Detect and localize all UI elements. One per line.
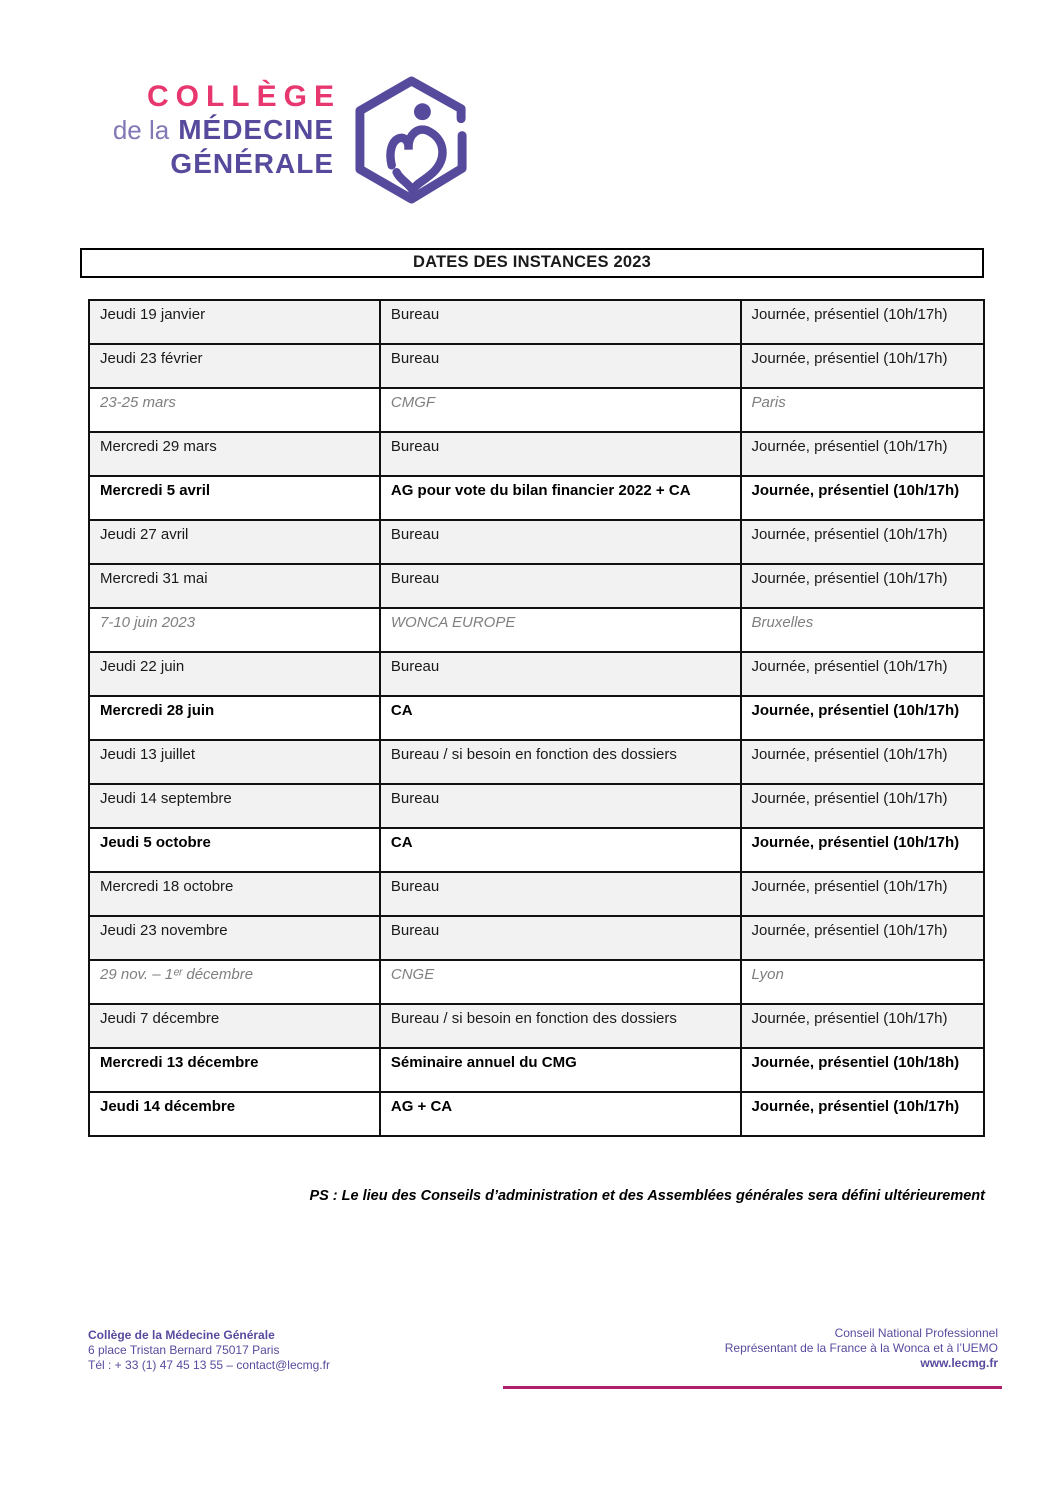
table-row [89,564,984,608]
details-cell: Journée, présentiel (10h/17h) [741,740,984,784]
details-cell: Journée, présentiel (10h/17h) [741,476,984,520]
table-row [89,344,984,388]
details-cell: Journée, présentiel (10h/17h) [741,432,984,476]
document-title-box [80,248,984,278]
table-row [89,388,984,432]
table-row [89,520,984,564]
date-cell: Jeudi 5 octobre [89,828,380,872]
logo-college-text: COLLÈGE [146,80,341,113]
date-cell: Jeudi 13 juillet [89,740,380,784]
details-cell: Journée, présentiel (10h/17h) [741,828,984,872]
event-cell: Bureau / si besoin en fonction des dossiers [380,740,741,784]
details-cell: Paris [741,388,984,432]
table-row [89,1048,984,1092]
date-cell: 7-10 juin 2023 [89,608,380,652]
details-cell: Journée, présentiel (10h/17h) [741,520,984,564]
cmg-hexagon-person-icon [350,74,475,212]
table-row [89,740,984,784]
event-cell: Bureau [380,564,741,608]
event-cell: CA [380,696,741,740]
details-cell: Bruxelles [741,608,984,652]
event-cell: WONCA EUROPE [380,608,741,652]
details-cell: Journée, présentiel (10h/17h) [741,1092,984,1136]
table-row [89,960,984,1004]
date-cell: Mercredi 18 octobre [89,872,380,916]
event-cell: AG + CA [380,1092,741,1136]
instances-table [88,299,985,1137]
event-cell: AG pour vote du bilan financier 2022 + CA [380,476,741,520]
table-row [89,476,984,520]
footer-address-block [88,1328,330,1373]
event-cell: CMGF [380,388,741,432]
table-row [89,784,984,828]
ps-note: PS : Le lieu des Conseils d’administration et des Assemblées générales sera défini ultérieurement [309,1188,985,1204]
table-row [89,432,984,476]
date-cell: Jeudi 22 juin [89,652,380,696]
details-cell: Lyon [741,960,984,1004]
date-cell: Mercredi 29 mars [89,432,380,476]
footer-cnp-text: Conseil National Professionnel [834,1326,998,1340]
details-cell: Journée, présentiel (10h/17h) [741,916,984,960]
cmg-logo [88,80,475,212]
date-cell: Mercredi 5 avril [89,476,380,520]
logo-generale-text: GÉNÉRALE [170,148,334,179]
cmg-logo-text [88,80,341,212]
logo-medecine-text: MÉDECINE [178,114,334,145]
date-cell: Jeudi 7 décembre [89,1004,380,1048]
date-cell: Jeudi 14 septembre [89,784,380,828]
details-cell: Journée, présentiel (10h/17h) [741,344,984,388]
date-cell: Jeudi 23 novembre [89,916,380,960]
event-cell: CNGE [380,960,741,1004]
footer-org-name: Collège de la Médecine Générale [88,1328,275,1342]
details-cell: Journée, présentiel (10h/17h) [741,300,984,344]
event-cell: Bureau [380,432,741,476]
date-cell: Mercredi 28 juin [89,696,380,740]
details-cell: Journée, présentiel (10h/17h) [741,1004,984,1048]
table-row [89,828,984,872]
details-cell: Journée, présentiel (10h/17h) [741,564,984,608]
table-row [89,916,984,960]
event-cell: Bureau / si besoin en fonction des dossiers [380,1004,741,1048]
event-cell: Bureau [380,916,741,960]
date-cell: Jeudi 19 janvier [89,300,380,344]
date-cell: 29 nov. – 1ᵉʳ décembre [89,960,380,1004]
details-cell: Journée, présentiel (10h/17h) [741,696,984,740]
event-cell: Bureau [380,520,741,564]
footer-website-link[interactable]: www.lecmg.fr [920,1356,998,1370]
table-row [89,652,984,696]
table-row [89,608,984,652]
date-cell: Mercredi 31 mai [89,564,380,608]
footer-pink-rule [503,1386,1002,1389]
event-cell: Séminaire annuel du CMG [380,1048,741,1092]
table-row [89,300,984,344]
logo-medecine-line [88,113,334,147]
logo-dela-text: de la [112,115,170,145]
footer-phone-email[interactable]: Tél : + 33 (1) 47 45 13 55 – contact@lecmg.fr [88,1358,330,1372]
event-cell: Bureau [380,784,741,828]
date-cell: Jeudi 14 décembre [89,1092,380,1136]
table-row [89,872,984,916]
event-cell: Bureau [380,872,741,916]
details-cell: Journée, présentiel (10h/17h) [741,784,984,828]
date-cell: Jeudi 27 avril [89,520,380,564]
event-cell: CA [380,828,741,872]
details-cell: Journée, présentiel (10h/17h) [741,652,984,696]
footer-street-address: 6 place Tristan Bernard 75017 Paris [88,1343,280,1357]
table-row [89,1092,984,1136]
date-cell: Jeudi 23 février [89,344,380,388]
date-cell: Mercredi 13 décembre [89,1048,380,1092]
footer-wonca-text: Représentant de la France à la Wonca et à l’UEMO [724,1341,998,1355]
table-row [89,696,984,740]
event-cell: Bureau [380,300,741,344]
details-cell: Journée, présentiel (10h/18h) [741,1048,984,1092]
event-cell: Bureau [380,344,741,388]
document-title: DATES DES INSTANCES 2023 [413,253,651,271]
instances-table-body [89,300,984,1136]
event-cell: Bureau [380,652,741,696]
footer-org-block [725,1326,998,1371]
table-row [89,1004,984,1048]
details-cell: Journée, présentiel (10h/17h) [741,872,984,916]
date-cell: 23-25 mars [89,388,380,432]
